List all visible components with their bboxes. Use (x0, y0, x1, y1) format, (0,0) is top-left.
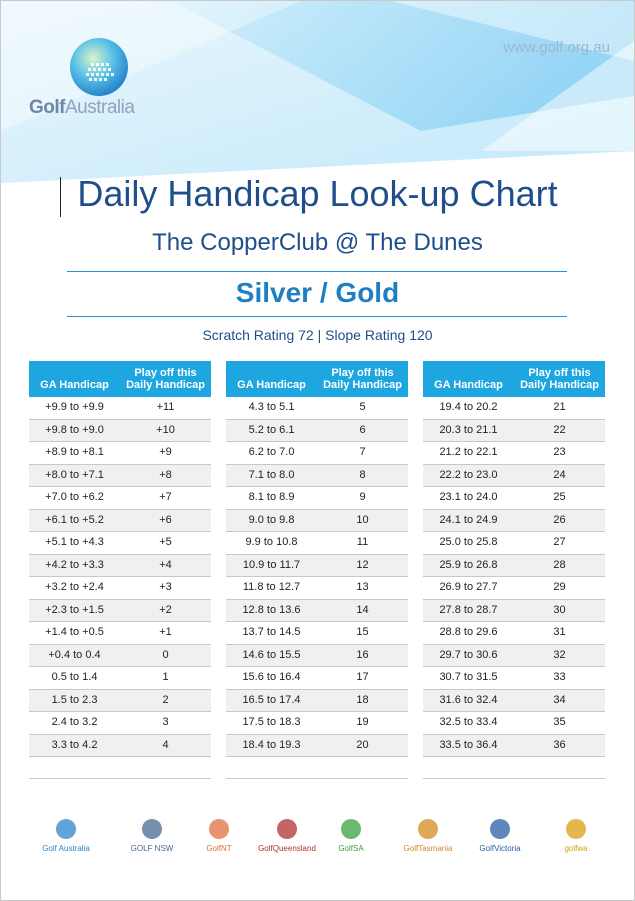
daily-handicap-value: 26 (553, 513, 566, 526)
sponsor-emblem-icon (54, 817, 78, 841)
ga-handicap-range: 22.2 to 23.0 (439, 468, 498, 481)
ga-handicap-range: 3.3 to 4.2 (51, 738, 98, 751)
sponsor-emblem-icon (140, 817, 164, 841)
ga-handicap-range: 14.6 to 15.5 (242, 648, 301, 661)
table-row (423, 622, 605, 645)
table-row (423, 555, 605, 578)
table-row (423, 420, 605, 443)
ga-handicap-range: 25.9 to 26.8 (439, 558, 498, 571)
daily-handicap-value: 24 (553, 468, 566, 481)
golf-australia-logo[interactable] (29, 35, 139, 125)
table-row (423, 577, 605, 600)
table-row (226, 555, 408, 578)
sponsor-logo-3[interactable] (191, 811, 247, 861)
table-row (423, 442, 605, 465)
table-row (226, 667, 408, 690)
ga-handicap-range: 20.3 to 21.1 (439, 423, 498, 436)
page-title: Daily Handicap Look-up Chart (77, 173, 558, 214)
tee-name: Silver / Gold (235, 277, 400, 308)
sponsor-name: golfwa (564, 844, 588, 853)
divider-bottom (67, 316, 567, 317)
daily-handicap-value: 7 (359, 446, 366, 458)
ga-handicap-range: 5.2 to 6.1 (248, 423, 295, 436)
ga-handicap-range: 23.1 to 24.0 (439, 491, 498, 503)
ga-handicap-range: 33.5 to 36.4 (439, 738, 498, 751)
sponsor-emblem-icon (275, 817, 299, 841)
daily-handicap-value: 28 (553, 558, 566, 571)
table-row (29, 622, 211, 645)
daily-handicap-value: 10 (356, 513, 369, 526)
daily-handicap-value: 21 (553, 401, 566, 413)
sponsor-name: GolfQueensland (258, 844, 316, 853)
table-row (29, 645, 211, 668)
ga-handicap-range: 2.4 to 3.2 (51, 716, 98, 728)
golf-ball-globe-icon (69, 37, 129, 97)
ga-handicap-range: 7.1 to 8.0 (248, 468, 295, 481)
daily-handicap-value: 12 (356, 558, 369, 571)
header-line-2: Daily Handicap (520, 379, 599, 391)
daily-handicap-value: 29 (553, 581, 566, 593)
table-row (423, 532, 605, 555)
table-row (423, 667, 605, 690)
table-row (29, 510, 211, 533)
ga-handicap-range: 9.9 to 10.8 (245, 536, 298, 548)
table-row (29, 577, 211, 600)
ga-handicap-range: 32.5 to 33.4 (439, 716, 498, 728)
ga-handicap-range: 17.5 to 18.3 (242, 716, 301, 728)
daily-handicap-header (514, 361, 605, 397)
logo-text-bold: Golf (29, 97, 65, 118)
logo-text-light: Australia (65, 97, 135, 118)
ga-handicap-range: 15.6 to 16.4 (242, 671, 301, 683)
sponsor-emblem-icon (207, 817, 231, 841)
daily-handicap-value: 30 (553, 603, 566, 616)
table-row (29, 532, 211, 555)
daily-handicap-value: 6 (359, 423, 366, 436)
table-row (29, 420, 211, 443)
sponsor-name: GOLF NSW (130, 844, 174, 853)
table-row (29, 442, 211, 465)
daily-handicap-value: 15 (356, 626, 369, 638)
ga-handicap-range: 16.5 to 17.4 (242, 693, 301, 706)
course-rating: Scratch Rating 72 | Slope Rating 120 (202, 327, 433, 343)
ga-handicap-range: +9.9 to +9.9 (45, 401, 104, 413)
daily-handicap-value: 13 (356, 581, 369, 593)
daily-handicap-value: +9 (159, 446, 172, 458)
daily-handicap-value: 8 (359, 468, 366, 481)
daily-handicap-value: +1 (159, 626, 172, 638)
table-row (29, 487, 211, 510)
logo-wordmark (29, 97, 134, 119)
table-header (226, 361, 408, 397)
daily-handicap-value: 36 (553, 738, 566, 751)
ga-handicap-range: 19.4 to 20.2 (439, 401, 498, 413)
ga-handicap-range: +4.2 to +3.3 (45, 558, 104, 571)
table-header (29, 361, 211, 397)
ga-handicap-range: 11.8 to 12.7 (242, 581, 301, 593)
ga-handicap-range: 27.8 to 28.7 (439, 603, 498, 616)
header-line-2: Daily Handicap (126, 379, 205, 391)
header-line-2: Daily Handicap (323, 379, 402, 391)
daily-handicap-value: 9 (359, 491, 366, 503)
sponsor-emblem-icon (564, 817, 588, 841)
table-footer-row (226, 757, 408, 779)
table-row (29, 555, 211, 578)
daily-handicap-value: 31 (553, 626, 566, 638)
daily-handicap-value: 0 (162, 648, 169, 661)
ga-handicap-range: +0.4 to 0.4 (48, 648, 101, 661)
ga-handicap-range: 13.7 to 14.5 (242, 626, 301, 638)
daily-handicap-value: 1 (162, 671, 169, 683)
daily-handicap-value: 33 (553, 671, 566, 683)
table-row (423, 600, 605, 623)
header-line-1: Play off this (134, 367, 197, 379)
daily-handicap-value: 11 (356, 536, 369, 548)
daily-handicap-header (317, 361, 408, 397)
ga-handicap-range: 21.2 to 22.1 (439, 446, 498, 458)
sponsor-emblem-icon (488, 817, 512, 841)
daily-handicap-value: +5 (159, 536, 172, 548)
table-row (226, 645, 408, 668)
ga-handicap-range: 25.0 to 25.8 (439, 536, 498, 548)
ga-handicap-range: +8.9 to +8.1 (45, 446, 104, 458)
table-header (423, 361, 605, 397)
sponsor-name: GolfNT (206, 844, 232, 853)
ga-handicap-header: GA Handicap (434, 379, 503, 391)
daily-handicap-value: +4 (159, 558, 172, 571)
table-row (226, 712, 408, 735)
ga-handicap-header: GA Handicap (237, 379, 306, 391)
sponsor-emblem-icon (416, 817, 440, 841)
table-row (226, 532, 408, 555)
table-row (423, 397, 605, 420)
table-row (423, 712, 605, 735)
sponsor-logo-1[interactable] (23, 811, 109, 861)
handicap-table-2 (226, 361, 408, 779)
sponsor-logo-8[interactable] (546, 811, 606, 861)
table-row (29, 465, 211, 488)
daily-handicap-value: +7 (159, 491, 172, 503)
website-url[interactable]: www.golf.org.au (503, 39, 610, 56)
table-row (226, 420, 408, 443)
daily-handicap-value: +2 (159, 603, 172, 616)
table-row (226, 600, 408, 623)
sponsor-logo-4[interactable] (257, 811, 317, 861)
daily-handicap-value: 22 (553, 423, 566, 436)
table-row (29, 735, 211, 758)
ga-handicap-range: +8.0 to +7.1 (45, 468, 104, 481)
daily-handicap-value: +11 (156, 401, 175, 413)
daily-handicap-value: 35 (553, 716, 566, 728)
daily-handicap-value: 17 (356, 671, 369, 683)
ga-handicap-range: 24.1 to 24.9 (439, 513, 498, 526)
ga-handicap-range: 31.6 to 32.4 (439, 693, 498, 706)
table-row (29, 397, 211, 420)
daily-handicap-value: 18 (356, 693, 369, 706)
table-row (423, 487, 605, 510)
header-line-1: Play off this (331, 367, 394, 379)
daily-handicap-value: 3 (162, 716, 169, 728)
handicap-table-1 (29, 361, 211, 779)
table-row (423, 510, 605, 533)
daily-handicap-value: +3 (159, 581, 172, 593)
daily-handicap-value: +8 (159, 468, 172, 481)
daily-handicap-value: 5 (359, 401, 366, 413)
daily-handicap-value: 20 (356, 738, 369, 751)
table-row (423, 735, 605, 758)
ga-handicap-range: +1.4 to +0.5 (45, 626, 104, 638)
ga-handicap-range: +3.2 to +2.4 (45, 581, 104, 593)
table-row (226, 577, 408, 600)
ga-handicap-range: 4.3 to 5.1 (248, 401, 295, 413)
table-row (226, 465, 408, 488)
sponsor-name: GolfTasmania (403, 844, 453, 853)
ga-handicap-range: 6.2 to 7.0 (248, 446, 295, 458)
ga-handicap-range: +2.3 to +1.5 (45, 603, 104, 616)
daily-handicap-value: 25 (553, 491, 566, 503)
daily-handicap-value: 14 (356, 603, 369, 616)
table-row (423, 465, 605, 488)
table-row (226, 735, 408, 758)
club-name: The CopperClub @ The Dunes (152, 229, 483, 256)
table-row (226, 442, 408, 465)
table-row (423, 645, 605, 668)
daily-handicap-value: +6 (159, 513, 172, 526)
ga-handicap-range: 9.0 to 9.8 (248, 513, 295, 526)
daily-handicap-value: 34 (553, 693, 566, 706)
table-row (226, 487, 408, 510)
table-row (226, 690, 408, 713)
sponsor-name: GolfVictoria (479, 844, 521, 853)
table-row (226, 510, 408, 533)
daily-handicap-value: 27 (553, 536, 566, 548)
ga-handicap-range: 28.8 to 29.6 (439, 626, 498, 638)
ga-handicap-range: 0.5 to 1.4 (51, 671, 98, 683)
daily-handicap-value: 16 (356, 648, 369, 661)
table-footer-row (29, 757, 211, 779)
ga-handicap-range: +7.0 to +6.2 (45, 491, 104, 503)
table-row (29, 600, 211, 623)
ga-handicap-range: 26.9 to 27.7 (439, 581, 498, 593)
daily-handicap-value: 19 (356, 716, 369, 728)
sponsor-logo-5[interactable] (321, 811, 381, 861)
table-row (423, 690, 605, 713)
sponsor-emblem-icon (339, 817, 363, 841)
ga-handicap-range: 8.1 to 8.9 (248, 491, 295, 503)
sponsor-logo-6[interactable] (393, 811, 463, 861)
daily-handicap-value: 23 (553, 446, 566, 458)
header-line-1: Play off this (528, 367, 591, 379)
sponsor-logos (1, 811, 634, 861)
table-row (29, 667, 211, 690)
ga-handicap-range: +5.1 to +4.3 (45, 536, 104, 548)
daily-handicap-value: 4 (162, 738, 169, 751)
daily-handicap-header (120, 361, 211, 397)
sponsor-name: Golf Australia (42, 844, 90, 853)
ga-handicap-range: 10.9 to 11.7 (242, 558, 301, 571)
handicap-table-3 (423, 361, 605, 779)
sponsor-name: GolfSA (338, 844, 364, 853)
ga-handicap-range: 29.7 to 30.6 (439, 648, 498, 661)
table-footer-row (423, 757, 605, 779)
ga-handicap-range: +9.8 to +9.0 (45, 423, 104, 436)
table-row (29, 712, 211, 735)
sponsor-logo-2[interactable] (119, 811, 185, 861)
table-row (226, 397, 408, 420)
ga-handicap-range: 18.4 to 19.3 (242, 738, 301, 751)
sponsor-logo-7[interactable] (469, 811, 531, 861)
daily-handicap-value: 2 (162, 693, 169, 706)
ga-handicap-range: 30.7 to 31.5 (439, 671, 498, 683)
ga-handicap-header: GA Handicap (40, 379, 109, 391)
table-row (226, 622, 408, 645)
daily-handicap-value: 32 (553, 648, 566, 661)
ga-handicap-range: 1.5 to 2.3 (51, 693, 98, 706)
daily-handicap-value: +10 (156, 423, 175, 436)
table-row (29, 690, 211, 713)
ga-handicap-range: +6.1 to +5.2 (45, 513, 104, 526)
ga-handicap-range: 12.8 to 13.6 (242, 603, 301, 616)
divider-top (67, 271, 567, 272)
